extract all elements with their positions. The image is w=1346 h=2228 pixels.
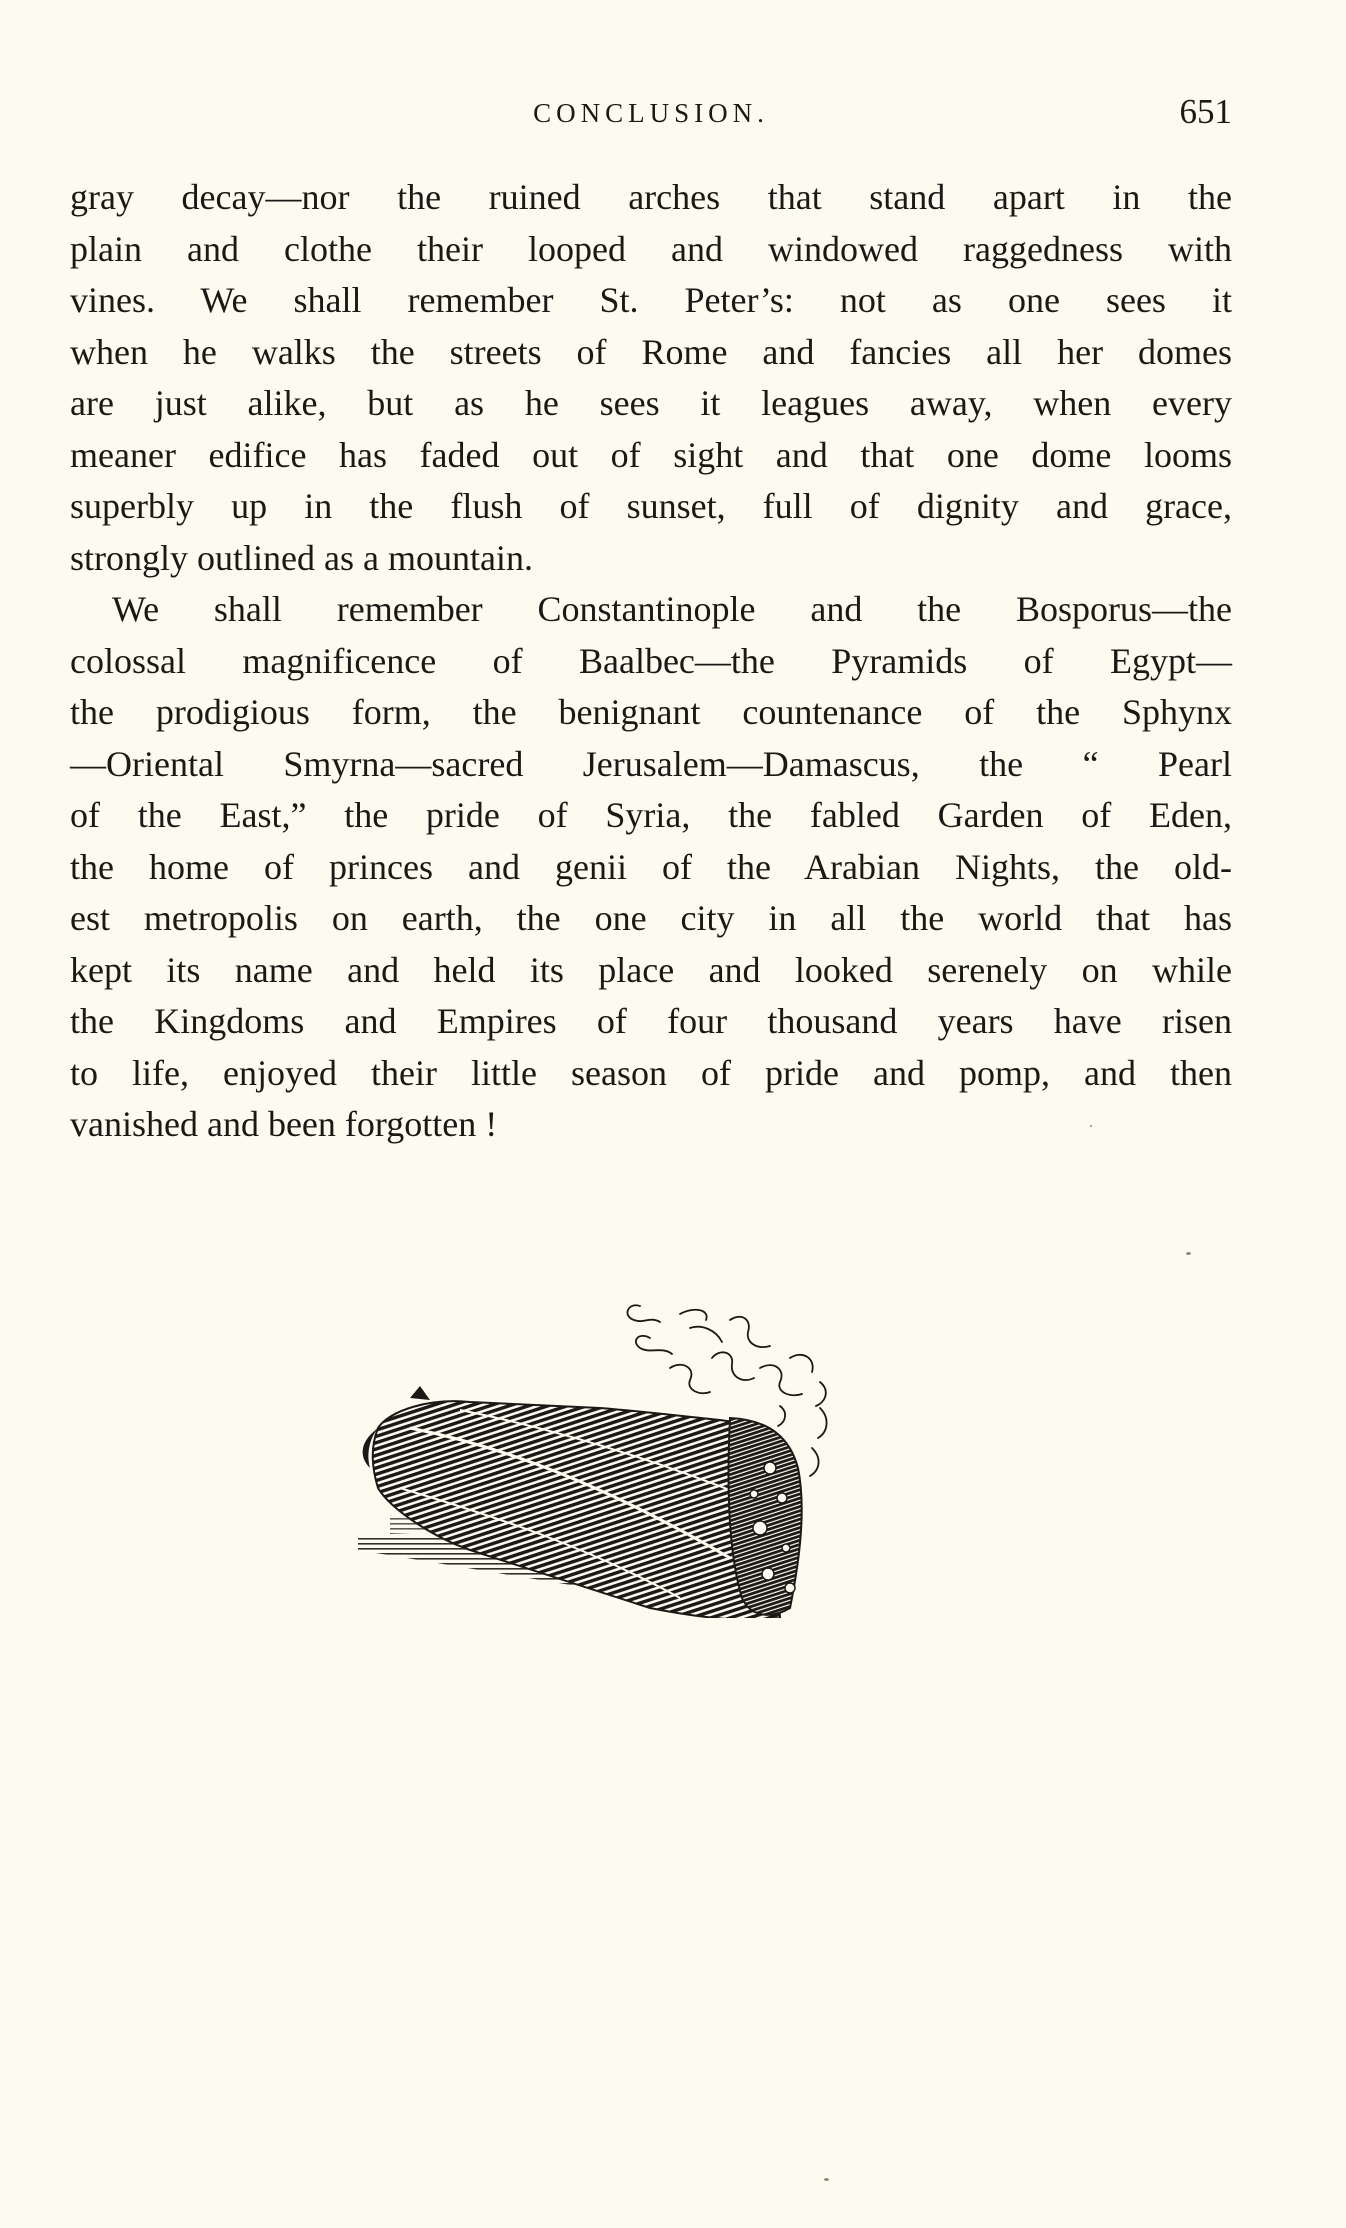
body-text — [70, 172, 1232, 1151]
running-title: CONCLUSION. — [533, 98, 769, 128]
page-number: 651 — [1179, 92, 1232, 131]
text-line: the Kingdoms and Empires of four thousand years have risen — [70, 1001, 1232, 1041]
text-line: vanished and been forgotten ! — [70, 1104, 498, 1144]
paper-speck — [1090, 1125, 1092, 1127]
paper-speck — [824, 2178, 829, 2181]
text-line: plain and clothe their looped and windowed raggedness with — [70, 228, 1232, 269]
text-line: of the East,” the pride of Syria, the fabled Garden of Eden, — [70, 795, 1232, 835]
text-line: superbly up in the flush of sunset, full of dignity and grace, — [70, 486, 1232, 526]
text-line: kept its name and held its place and looked serenely on while — [70, 949, 1232, 990]
text-line: colossal magnificence of Baalbec—the Pyramids of Egypt— — [70, 640, 1232, 681]
cigar-ash — [729, 1418, 802, 1615]
text-line: We shall remember Constantinople and the Bosporus—the — [112, 589, 1232, 629]
text-line: the prodigious form, the benignant countenance of the Sphynx — [70, 692, 1232, 732]
paragraph-2 — [70, 584, 1232, 1151]
cigar-icon — [350, 1298, 970, 1618]
text-line: the home of princes and genii of the Arabian Nights, the old- — [70, 846, 1232, 887]
text-line: —Oriental Smyrna—sacred Jerusalem—Damascus, the “ Pearl — [70, 743, 1232, 784]
running-head — [70, 92, 1232, 136]
text-line: when he walks the streets of Rome and fancies all her domes — [70, 331, 1232, 372]
cigar-body — [363, 1386, 780, 1618]
text-line: strongly outlined as a mountain. — [70, 537, 533, 578]
text-line: meaner edifice has faded out of sight and that one dome looms — [70, 434, 1232, 475]
text-line: vines. We shall remember St. Peter’s: not as one sees it — [70, 280, 1232, 320]
text-line: gray decay—nor the ruined arches that stand apart in the — [70, 177, 1232, 217]
text-line: to life, enjoyed their little season of pride and pomp, and then — [70, 1052, 1232, 1093]
text-line: est metropolis on earth, the one city in all the world that has — [70, 898, 1232, 938]
text-line: are just alike, but as he sees it leagues away, when every — [70, 383, 1232, 423]
paper-speck — [1186, 1252, 1191, 1255]
paragraph-1 — [70, 172, 1232, 584]
